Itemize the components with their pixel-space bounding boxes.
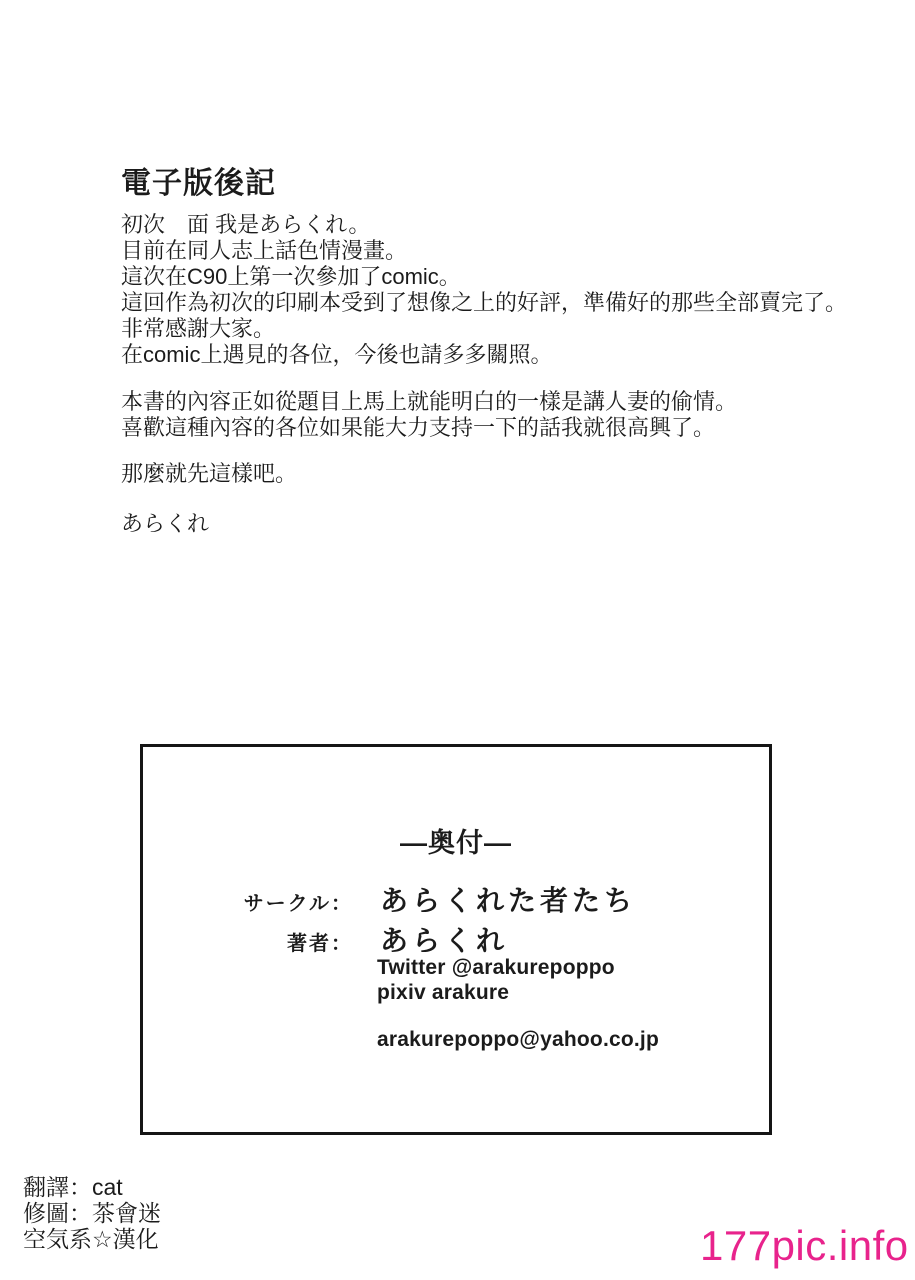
author-row (143, 919, 769, 959)
retouch-credit: 修圖：茶會迷 (23, 1200, 161, 1226)
twitter-handle: Twitter @arakurepoppo (377, 956, 615, 979)
circle-row (143, 879, 769, 919)
afterword-paragraph-1 (121, 212, 847, 368)
site-watermark: 177pic.info (700, 1222, 909, 1269)
colophon-header: —奥付— (400, 828, 512, 858)
colophon-box (140, 744, 772, 1135)
circle-label: サークル： (243, 893, 353, 915)
afterword-paragraph-3: 那麼就先這樣吧。 (121, 461, 298, 486)
translator-credit: 翻譯：cat (23, 1174, 123, 1200)
afterword-line: 這次在C90上第一次參加了comic。 (121, 264, 461, 289)
afterword-line: 非常感謝大家。 (121, 316, 276, 341)
group-credit: 空気系☆漢化 (23, 1226, 159, 1252)
afterword-line: 這回作為初次的印刷本受到了想像之上的好評，準備好的那些全部賣完了。 (121, 290, 848, 315)
author-label: 著者： (287, 933, 353, 955)
afterword-line: 目前在同人志上話色情漫畫。 (121, 238, 408, 263)
afterword-paragraph-2 (121, 389, 737, 441)
afterword-line: 初次 面 我是あらくれ。 (121, 212, 371, 237)
afterword-line: 喜歡這種內容的各位如果能大力支持一下的話我就很高興了。 (121, 415, 716, 440)
author-signature: あらくれ (121, 511, 210, 536)
afterword-line: 本書的內容正如從題目上馬上就能明白的一樣是講人妻的偷情。 (121, 389, 738, 414)
author-name: あらくれ (380, 926, 509, 957)
contact-block (377, 955, 659, 1052)
email-address: arakurepoppo@yahoo.co.jp (377, 1028, 659, 1051)
translation-credits (23, 1174, 161, 1252)
pixiv-handle: pixiv arakure (377, 981, 510, 1004)
page-title: 電子版後記 (121, 167, 276, 200)
afterword-line: 在comic上遇見的各位，今後也請多多關照。 (121, 342, 553, 367)
circle-name: あらくれた者たち (380, 886, 637, 917)
